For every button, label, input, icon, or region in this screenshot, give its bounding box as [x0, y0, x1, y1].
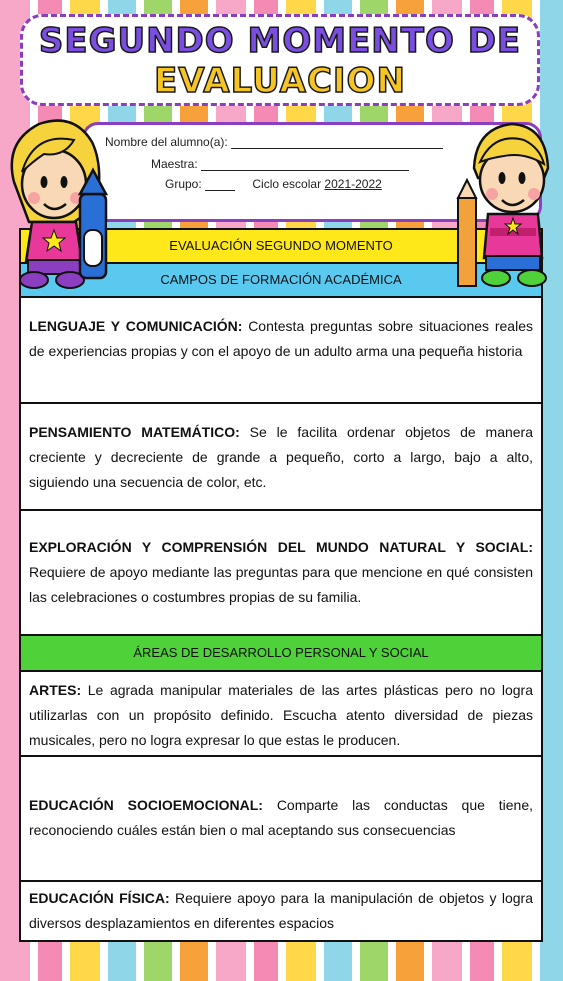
academic-row-math — [21, 404, 541, 511]
page-title-line-2: EVALUACION — [154, 61, 406, 101]
academic-row-exploration — [21, 511, 541, 636]
cycle-label: Ciclo escolar — [252, 177, 322, 191]
personal-row-socioemotional — [21, 757, 541, 882]
personal-row-physical — [21, 882, 541, 942]
row-text: Le agrada manipular materiales de las artes plásticas pero no logra utilizarlas con un propósito definido. Escucha atento diversidad de piezas musicales, pero no logra expresar lo que estas le producen. — [29, 682, 533, 748]
boy-with-pencil-illustration — [454, 118, 560, 290]
title-box — [20, 14, 540, 106]
student-name-label: Nombre del alumno(a): — [105, 135, 228, 149]
row-label: EDUCACIÓN FÍSICA: — [29, 890, 170, 906]
group-field[interactable] — [205, 178, 235, 191]
teacher-field[interactable] — [201, 158, 409, 171]
group-row — [165, 177, 382, 191]
teacher-label: Maestra: — [151, 157, 198, 171]
row-label: PENSAMIENTO MATEMÁTICO: — [29, 424, 240, 440]
evaluation-table — [19, 228, 543, 942]
row-text: Contesta preguntas sobre situaciones reales de experiencias propias y con el apoyo de un adulto arma una pequeña historia — [29, 318, 533, 359]
personal-header — [21, 636, 541, 672]
group-label: Grupo: — [165, 177, 202, 191]
personal-header-label: ÁREAS DE DESARROLLO PERSONAL Y SOCIAL — [133, 645, 429, 660]
row-label: LENGUAJE Y COMUNICACIÓN: — [29, 318, 243, 334]
row-text: Requiere de apoyo mediante las preguntas para que mencione en qué consisten las celebraciones o costumbres propias de su familia. — [29, 564, 533, 605]
girl-with-crayon-illustration — [4, 112, 116, 290]
page-title-line-1: SEGUNDO MOMENTO DE — [38, 21, 522, 61]
row-text: Se le facilita ordenar objetos de manera creciente y decreciente de grande a pequeño, corto a largo, bajo a alto, siguiendo una secuencia de color, etc. — [29, 424, 534, 490]
personal-row-arts — [21, 672, 541, 757]
cycle-value: 2021-2022 — [324, 177, 382, 191]
academic-header-label: CAMPOS DE FORMACIÓN ACADÉMICA — [160, 272, 402, 287]
teacher-row — [151, 157, 409, 171]
row-text: Requiere apoyo para la manipulación de objetos y logra diversos desplazamientos en diferentes espacios — [29, 890, 533, 931]
student-name-row — [105, 135, 443, 149]
row-label: EXPLORACIÓN Y COMPRENSIÓN DEL MUNDO NATURAL Y SOCIAL: — [29, 539, 533, 555]
row-text: Comparte las conductas que tiene, reconociendo cuáles están bien o mal aceptando sus consecuencias — [29, 797, 534, 838]
row-label: EDUCACIÓN SOCIOEMOCIONAL: — [29, 797, 263, 813]
academic-row-language — [21, 298, 541, 404]
evaluation-header-label: EVALUACIÓN SEGUNDO MOMENTO — [169, 238, 393, 253]
row-label: ARTES: — [29, 682, 82, 698]
student-name-field[interactable] — [231, 136, 443, 149]
